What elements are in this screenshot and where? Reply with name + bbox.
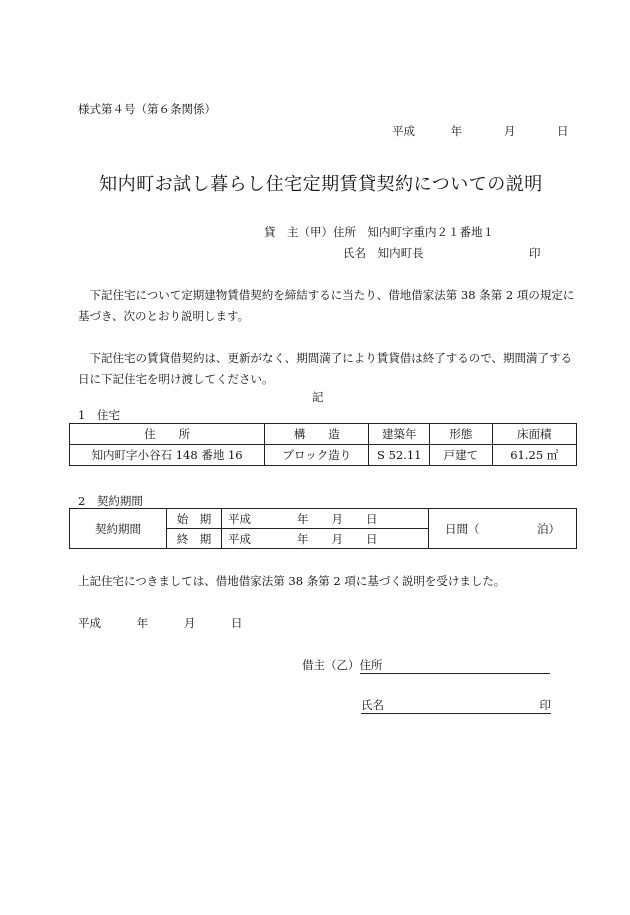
- lessor-address: 貸 主（甲）住所 知内町字重内２１番地１: [264, 225, 494, 239]
- section-housing-heading: 1 住宅: [78, 408, 120, 422]
- day-label: 日: [556, 124, 569, 138]
- cell-address: 知内町字小谷石 148 番地 16: [70, 445, 265, 466]
- lessee-name-label: 氏名: [361, 698, 384, 712]
- cell-type: 戸建て: [430, 445, 492, 466]
- lessee-label: 借主（乙）: [302, 658, 360, 672]
- document-title: 知内町お試し暮らし住宅定期賃貸契約についての説明: [99, 174, 543, 195]
- issue-date: [392, 123, 568, 139]
- year-label: 年: [450, 124, 463, 138]
- lessee-address-line: [302, 657, 550, 674]
- lessee-address-field[interactable]: [360, 657, 550, 674]
- period-table: [69, 508, 577, 549]
- lessor-name-label: 氏名: [343, 246, 366, 260]
- era-label: 平成: [78, 616, 101, 630]
- days-field[interactable]: 日間（ 泊）: [429, 509, 577, 549]
- lessee-name-field[interactable]: [361, 697, 551, 714]
- lessee-seal: 印: [539, 698, 551, 712]
- day-label: 日: [230, 616, 243, 630]
- end-label: 終 期: [167, 529, 222, 549]
- lessor-seal: 印: [529, 246, 541, 260]
- year-label: 年: [136, 616, 149, 630]
- header-structure: 構 造: [265, 424, 369, 445]
- lessor-name-value: 知内町長: [377, 246, 424, 260]
- start-label: 始 期: [167, 509, 222, 529]
- form-number: 様式第４号（第６条関係）: [78, 102, 216, 116]
- period-start-row: [70, 509, 577, 529]
- month-label: 月: [183, 616, 196, 630]
- header-floor-area: 床面積: [492, 424, 576, 445]
- lessee-address-label: 住所: [359, 658, 383, 672]
- lessor-name: [343, 245, 541, 261]
- cell-built-year: S 52.11: [369, 445, 430, 466]
- table-row: [70, 445, 577, 466]
- header-built-year: 建築年: [369, 424, 430, 445]
- confirmation-statement: 上記住宅につきましては、借地借家法第 38 条第 2 項に基づく説明を受けました。: [78, 574, 506, 588]
- explanation-paragraph-1: 下記住宅について定期建物賃借契約を締結するに当たり、借地借家法第 38 条第 2 項の規定に基づき、次のとおり説明します。: [78, 288, 575, 323]
- month-label: 月: [503, 124, 516, 138]
- header-address: 住 所: [70, 424, 265, 445]
- period-label: 契約期間: [70, 509, 167, 549]
- section-period-heading: 2 契約期間: [78, 494, 143, 508]
- housing-table: [69, 423, 577, 466]
- cell-floor-area: 61.25 ㎡: [492, 445, 576, 466]
- table-header-row: [70, 424, 577, 445]
- era-label: 平成: [392, 124, 415, 138]
- ki-heading: 記: [312, 390, 324, 404]
- confirmation-date: [78, 615, 242, 631]
- end-date-field[interactable]: 平成 年 月 日: [222, 529, 429, 549]
- header-type: 形態: [430, 424, 492, 445]
- cell-structure: ブロック造り: [265, 445, 369, 466]
- explanation-paragraph-2: 下記住宅の賃貸借契約は、更新がなく、期間満了により賃貸借は終了するので、期間満了する日に下記住宅を明け渡してください。: [78, 351, 573, 386]
- lessee-name-line: [361, 697, 551, 714]
- start-date-field[interactable]: 平成 年 月 日: [222, 509, 429, 529]
